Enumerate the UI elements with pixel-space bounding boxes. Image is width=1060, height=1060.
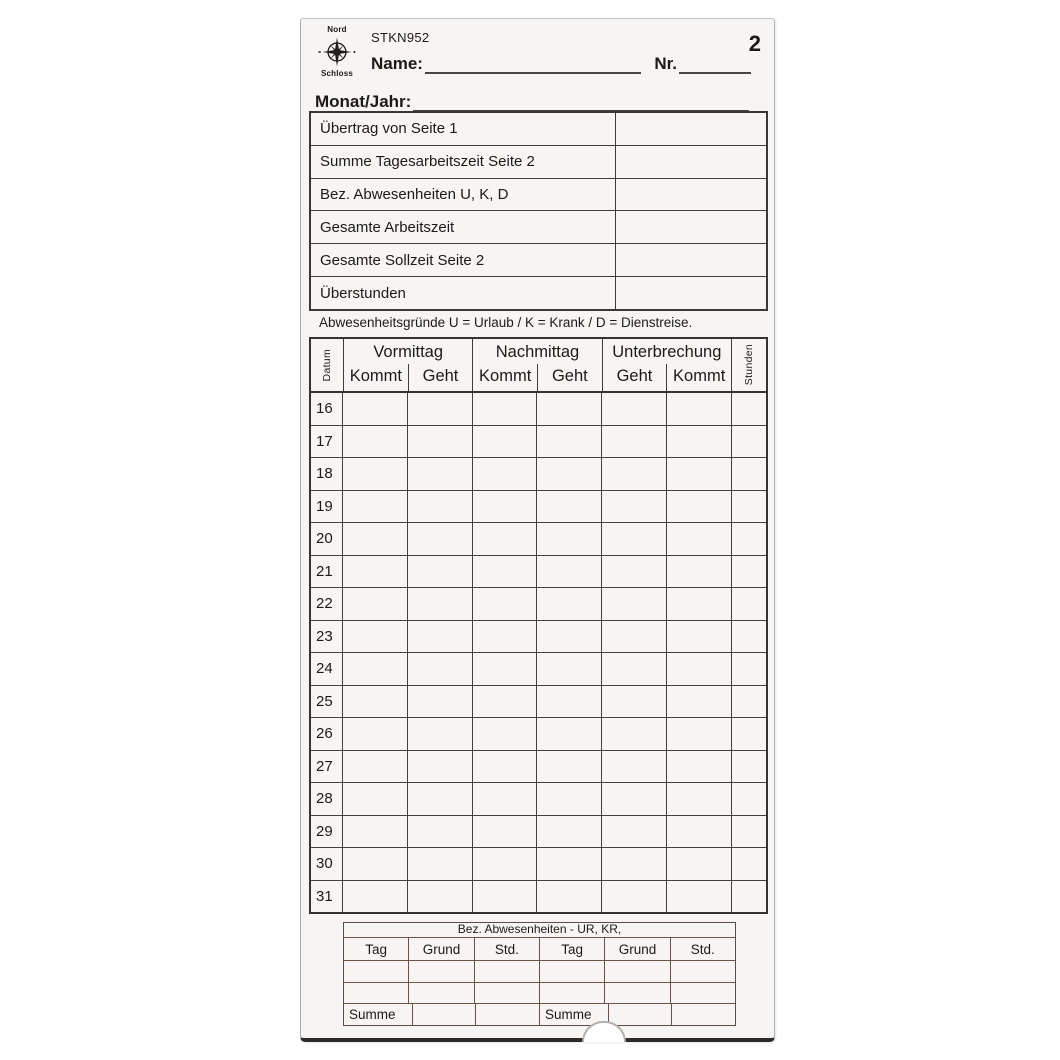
day-row <box>311 458 766 491</box>
time-entry-cell <box>473 653 538 685</box>
time-entry-cell <box>602 686 667 718</box>
header-group-label: Nachmittag <box>495 343 580 361</box>
time-entry-cell <box>473 491 538 523</box>
absence-entry-cell <box>671 961 735 982</box>
time-entry-cell <box>473 556 538 588</box>
summary-row <box>311 113 766 145</box>
time-entry-cell <box>602 588 667 620</box>
time-entry-cell <box>343 458 408 490</box>
month-year-input-line <box>413 91 749 112</box>
time-entry-cell <box>408 621 473 653</box>
time-entry-cell <box>408 816 473 848</box>
time-entry-cell <box>473 718 538 750</box>
summary-row-value <box>616 179 766 211</box>
time-entry-cell <box>602 848 667 880</box>
time-entry-cell <box>602 718 667 750</box>
month-year-label: Monat/Jahr: <box>315 92 412 111</box>
absence-empty-row <box>344 983 735 1005</box>
header-subcell: Kommt <box>479 367 532 385</box>
datum-header-cell <box>311 339 344 391</box>
time-entry-cell <box>667 751 732 783</box>
day-row <box>311 848 766 881</box>
absence-entry-cell <box>413 1004 477 1025</box>
time-entry-cell <box>537 653 602 685</box>
day-row <box>311 686 766 719</box>
absence-summary-table <box>343 922 736 1026</box>
time-entry-cell <box>473 751 538 783</box>
day-row <box>311 653 766 686</box>
datum-label: Datum <box>321 348 333 382</box>
time-entry-cell <box>473 783 538 815</box>
time-entry-cell <box>537 393 602 425</box>
absence-entry-cell <box>540 983 605 1004</box>
header-subcell: Geht <box>616 367 653 385</box>
time-entry-cell <box>602 621 667 653</box>
time-entry-cell <box>667 458 732 490</box>
time-entry-cell <box>343 848 408 880</box>
header-subcell: Geht <box>537 364 602 391</box>
stunden-label: Stunden <box>742 344 755 386</box>
time-entry-cell <box>343 718 408 750</box>
brand-logo <box>312 26 362 78</box>
time-entry-cell <box>667 621 732 653</box>
hours-cell <box>732 783 766 815</box>
header-subcell: Kommt <box>666 364 731 391</box>
absence-entry-cell <box>605 983 670 1004</box>
time-entry-cell <box>473 393 538 425</box>
header-subcell: Geht <box>408 364 473 391</box>
summary-row-label: Übertrag von Seite 1 <box>311 113 616 145</box>
name-input-line <box>425 53 641 74</box>
header-group-vormittag <box>344 339 473 391</box>
time-entry-cell <box>408 393 473 425</box>
hours-cell <box>732 523 766 555</box>
time-entry-cell <box>473 881 538 913</box>
time-entry-cell <box>408 458 473 490</box>
time-entry-cell <box>473 426 538 458</box>
attendance-table-body <box>311 393 766 912</box>
absence-column-header: Grund <box>409 938 474 960</box>
absence-entry-cell <box>344 983 409 1004</box>
day-number-cell: 28 <box>311 783 343 815</box>
absence-entry-cell <box>475 961 540 982</box>
time-entry-cell <box>602 458 667 490</box>
time-entry-cell <box>537 556 602 588</box>
time-entry-cell <box>343 751 408 783</box>
time-entry-cell <box>537 458 602 490</box>
time-entry-cell <box>602 653 667 685</box>
absence-entry-cell <box>475 983 540 1004</box>
absence-entry-cell <box>605 961 670 982</box>
header-subrow <box>473 364 601 391</box>
hours-cell <box>732 588 766 620</box>
day-number-cell: 16 <box>311 393 343 425</box>
logo-text-schloss: Schloss <box>320 69 354 78</box>
absence-column-header: Grund <box>605 938 670 960</box>
header-group-label: Vormittag <box>373 343 444 361</box>
time-entry-cell <box>537 783 602 815</box>
header-group-unterbrechung <box>603 339 732 391</box>
attendance-table-header <box>311 339 766 393</box>
summary-row <box>311 276 766 309</box>
time-entry-cell <box>343 816 408 848</box>
time-entry-cell <box>537 523 602 555</box>
absence-column-header: Std. <box>475 938 540 960</box>
summe-cell: Summe <box>344 1004 413 1025</box>
hours-cell <box>732 653 766 685</box>
compass-rose-icon <box>318 35 356 69</box>
day-row <box>311 621 766 654</box>
nr-input-line <box>679 53 751 74</box>
time-entry-cell <box>473 458 538 490</box>
hours-cell <box>732 458 766 490</box>
time-entry-cell <box>602 783 667 815</box>
time-entry-cell <box>343 556 408 588</box>
time-entry-cell <box>537 426 602 458</box>
hours-cell <box>732 426 766 458</box>
time-entry-cell <box>537 588 602 620</box>
summary-row-label: Summe Tagesarbeitszeit Seite 2 <box>311 146 616 178</box>
time-entry-cell <box>343 653 408 685</box>
summary-row-label: Überstunden <box>311 277 616 309</box>
time-entry-cell <box>473 816 538 848</box>
time-entry-cell <box>473 686 538 718</box>
day-number-cell: 26 <box>311 718 343 750</box>
hours-cell <box>732 686 766 718</box>
time-entry-cell <box>537 848 602 880</box>
absence-column-header: Tag <box>540 938 605 960</box>
day-row <box>311 718 766 751</box>
time-entry-cell <box>537 491 602 523</box>
absence-table-head <box>344 938 735 961</box>
time-entry-cell <box>408 523 473 555</box>
absence-entry-cell <box>609 1004 673 1025</box>
time-entry-cell <box>667 523 732 555</box>
time-entry-cell <box>602 491 667 523</box>
time-entry-cell <box>537 751 602 783</box>
summary-row-value <box>616 113 766 145</box>
day-row <box>311 881 766 913</box>
time-entry-cell <box>667 588 732 620</box>
header-group-nachmittag <box>473 339 602 391</box>
time-entry-cell <box>667 718 732 750</box>
time-entry-cell <box>602 816 667 848</box>
summe-cell: Summe <box>540 1004 609 1025</box>
summary-row-value <box>616 277 766 309</box>
summary-row-value <box>616 211 766 243</box>
summary-row <box>311 178 766 211</box>
absence-entry-cell <box>409 961 474 982</box>
day-number-cell: 22 <box>311 588 343 620</box>
day-number-cell: 19 <box>311 491 343 523</box>
time-entry-cell <box>343 393 408 425</box>
time-entry-cell <box>602 393 667 425</box>
hours-cell <box>732 848 766 880</box>
time-entry-cell <box>667 491 732 523</box>
summary-row-value <box>616 146 766 178</box>
absence-entry-cell <box>672 1004 735 1025</box>
absence-legend: Abwesenheitsgründe U = Urlaub / K = Krank / D = Dienstreise. <box>319 315 693 330</box>
absence-entry-cell <box>476 1004 540 1025</box>
day-row <box>311 491 766 524</box>
time-entry-cell <box>408 588 473 620</box>
time-entry-cell <box>667 393 732 425</box>
day-row <box>311 751 766 784</box>
time-entry-cell <box>537 816 602 848</box>
summary-row <box>311 145 766 178</box>
time-entry-cell <box>343 686 408 718</box>
time-entry-cell <box>408 426 473 458</box>
time-entry-cell <box>602 426 667 458</box>
summary-row-label: Gesamte Sollzeit Seite 2 <box>311 244 616 276</box>
time-entry-cell <box>602 881 667 913</box>
time-entry-cell <box>343 426 408 458</box>
name-label: Name: <box>371 54 423 73</box>
time-entry-cell <box>408 783 473 815</box>
header-subrow <box>344 364 472 391</box>
time-entry-cell <box>602 523 667 555</box>
hours-cell <box>732 881 766 913</box>
hours-cell <box>732 621 766 653</box>
hours-cell <box>732 816 766 848</box>
time-entry-cell <box>408 653 473 685</box>
day-number-cell: 17 <box>311 426 343 458</box>
day-row <box>311 523 766 556</box>
attendance-table <box>309 337 768 914</box>
summary-row-value <box>616 244 766 276</box>
header-subcell: Kommt <box>349 367 402 385</box>
time-entry-cell <box>343 588 408 620</box>
day-number-cell: 21 <box>311 556 343 588</box>
time-entry-cell <box>343 523 408 555</box>
header-group-label: Unterbrechung <box>612 343 722 361</box>
absence-entry-cell <box>344 961 409 982</box>
page-number: 2 <box>748 31 761 56</box>
time-entry-cell <box>537 718 602 750</box>
time-entry-cell <box>408 491 473 523</box>
absence-table-title: Bez. Abwesenheiten - UR, KR, <box>344 923 735 938</box>
summary-row-label: Bez. Abwesenheiten U, K, D <box>311 179 616 211</box>
time-entry-cell <box>343 491 408 523</box>
product-code: STKN952 <box>371 30 430 45</box>
time-entry-cell <box>473 588 538 620</box>
day-number-cell: 30 <box>311 848 343 880</box>
time-entry-cell <box>473 848 538 880</box>
day-row <box>311 816 766 849</box>
time-entry-cell <box>667 686 732 718</box>
day-number-cell: 24 <box>311 653 343 685</box>
time-entry-cell <box>343 621 408 653</box>
day-number-cell: 31 <box>311 881 343 913</box>
time-entry-cell <box>667 426 732 458</box>
absence-entry-cell <box>671 983 735 1004</box>
header-subrow <box>603 364 731 391</box>
day-number-cell: 29 <box>311 816 343 848</box>
time-entry-cell <box>667 653 732 685</box>
summary-row-label: Gesamte Arbeitszeit <box>311 211 616 243</box>
day-number-cell: 18 <box>311 458 343 490</box>
day-row <box>311 426 766 459</box>
time-entry-cell <box>602 556 667 588</box>
hours-cell <box>732 393 766 425</box>
absence-column-header: Tag <box>344 938 409 960</box>
hours-cell <box>732 718 766 750</box>
time-entry-cell <box>408 848 473 880</box>
hours-cell <box>732 556 766 588</box>
summary-row <box>311 243 766 276</box>
day-row <box>311 556 766 589</box>
logo-text-nord: Nord <box>327 25 347 34</box>
hours-cell <box>732 751 766 783</box>
time-entry-cell <box>473 621 538 653</box>
time-entry-cell <box>667 783 732 815</box>
time-entry-cell <box>537 881 602 913</box>
time-entry-cell <box>408 718 473 750</box>
time-entry-cell <box>408 686 473 718</box>
time-entry-cell <box>602 751 667 783</box>
time-entry-cell <box>408 751 473 783</box>
time-entry-cell <box>343 783 408 815</box>
time-entry-cell <box>537 686 602 718</box>
time-entry-cell <box>667 881 732 913</box>
summary-row <box>311 210 766 243</box>
absence-empty-row <box>344 961 735 983</box>
month-year-row <box>315 91 749 112</box>
name-row <box>371 53 751 74</box>
day-number-cell: 20 <box>311 523 343 555</box>
time-card <box>300 18 775 1042</box>
absence-entry-cell <box>409 983 474 1004</box>
day-number-cell: 23 <box>311 621 343 653</box>
absence-column-header: Std. <box>690 941 715 957</box>
absence-entry-cell <box>540 961 605 982</box>
absence-summe-row <box>344 1004 735 1025</box>
time-entry-cell <box>408 881 473 913</box>
time-entry-cell <box>408 556 473 588</box>
time-entry-cell <box>667 556 732 588</box>
nr-label: Nr. <box>654 54 677 73</box>
day-number-cell: 25 <box>311 686 343 718</box>
summary-table <box>309 111 768 311</box>
day-row <box>311 783 766 816</box>
time-entry-cell <box>667 848 732 880</box>
day-row <box>311 588 766 621</box>
time-entry-cell <box>537 621 602 653</box>
stunden-header-cell <box>732 339 766 391</box>
time-entry-cell <box>667 816 732 848</box>
day-row <box>311 393 766 426</box>
time-entry-cell <box>473 523 538 555</box>
day-number-cell: 27 <box>311 751 343 783</box>
hours-cell <box>732 491 766 523</box>
time-entry-cell <box>343 881 408 913</box>
